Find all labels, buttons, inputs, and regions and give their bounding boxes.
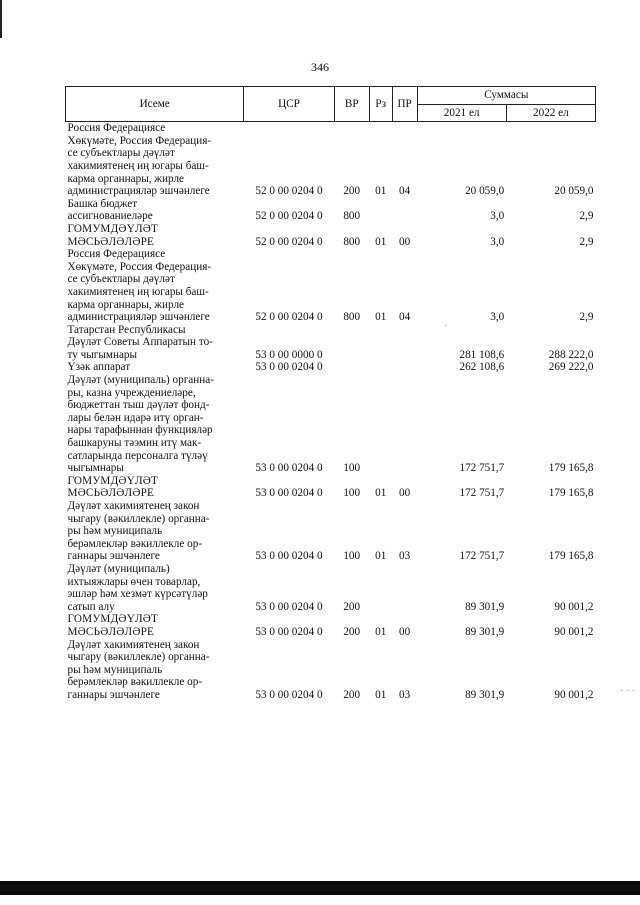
row-name-line: МӘСЬӘЛӘЛӘРЕ	[67, 487, 155, 500]
row-2022: 20 059,0	[554, 185, 594, 198]
row-pr	[392, 563, 417, 613]
row-vr: 800	[343, 311, 361, 324]
table-row	[66, 613, 596, 638]
scan-speck: ·	[444, 321, 448, 332]
row-name	[66, 324, 244, 362]
row-vr: 100	[343, 487, 361, 500]
row-name	[66, 122, 244, 198]
row-csr: 53 0 00 0204 0	[255, 361, 323, 374]
row-name	[66, 639, 244, 702]
row-2021: 89 301,9	[465, 688, 505, 701]
row-2022: 179 165,8	[548, 462, 594, 475]
row-name	[66, 198, 244, 223]
row-name-line: ры һәм муниципаль	[67, 663, 163, 676]
row-name-line: бюджеттан тыш дәүләт фонд-	[67, 399, 210, 412]
table-row	[66, 374, 596, 475]
row-vr	[334, 361, 369, 374]
table-row	[66, 248, 596, 324]
row-name-line: администрацияләр эшчәнлеге	[67, 185, 210, 198]
row-pr: 00	[399, 625, 411, 638]
table-row	[66, 122, 596, 198]
row-csr: 53 0 00 0204 0	[255, 600, 323, 613]
header-name: Исеме	[66, 87, 244, 122]
row-name	[66, 248, 244, 324]
row-2022: 288 222,0	[548, 348, 594, 361]
row-rz	[369, 324, 392, 362]
row-2022: 2,9	[579, 311, 594, 324]
table-row	[66, 475, 596, 500]
table-body	[66, 122, 596, 702]
row-name-line: карма органнары, жирле	[67, 172, 185, 185]
table-row	[66, 223, 596, 248]
row-name-line: Дәүләт (муниципаль)	[67, 562, 170, 575]
row-name	[66, 361, 244, 374]
row-csr: 53 0 00 0204 0	[255, 688, 323, 701]
row-name	[66, 613, 244, 638]
row-rz: 01	[375, 625, 387, 638]
row-rz: 01	[375, 487, 387, 500]
row-rz: 01	[375, 688, 387, 701]
row-2022: 90 001,2	[554, 625, 594, 638]
row-csr: 53 0 00 0204 0	[255, 462, 323, 475]
header-year-2022: 2022 ел	[506, 104, 595, 122]
row-rz	[369, 374, 392, 475]
row-pr	[392, 374, 417, 475]
row-rz: 01	[375, 235, 387, 248]
row-2022: 90 001,2	[554, 600, 594, 613]
header-pr: ПР	[392, 87, 417, 122]
row-pr: 03	[399, 688, 411, 701]
row-name-line: хакимиятенең иң югары баш-	[67, 159, 209, 172]
row-name-line: лары белән идарә итү орган-	[67, 411, 204, 424]
row-rz	[369, 198, 392, 223]
row-csr: 52 0 00 0204 0	[255, 235, 323, 248]
row-vr: 200	[343, 625, 361, 638]
row-csr: 52 0 00 0204 0	[255, 311, 323, 324]
row-pr: 04	[399, 311, 411, 324]
row-name-line: сатларында персоналга түләү	[67, 449, 208, 462]
table-row	[66, 324, 596, 362]
row-vr: 800	[343, 235, 361, 248]
row-vr: 800	[343, 210, 361, 223]
row-name-line: Дәүләт (муниципаль) органна-	[67, 374, 214, 387]
row-2021: 20 059,0	[465, 185, 505, 198]
row-rz: 01	[375, 185, 387, 198]
row-name-line: ганнары эшчәнлеге	[67, 550, 160, 563]
row-pr	[392, 198, 417, 223]
row-vr	[334, 324, 369, 362]
row-csr: 52 0 00 0204 0	[255, 185, 323, 198]
row-2022: 269 222,0	[548, 361, 594, 374]
row-pr: 00	[399, 487, 411, 500]
table-row	[66, 198, 596, 223]
row-2021: 3,0	[490, 235, 505, 248]
row-2021: 172 751,7	[459, 462, 505, 475]
row-2021: 172 751,7	[459, 487, 505, 500]
row-name-line: ГОМУМДӘҮЛӘТ	[67, 613, 159, 626]
row-csr: 53 0 00 0000 0	[255, 348, 323, 361]
row-name-line: чыгару (вәкиллекле) органна-	[67, 512, 210, 525]
row-pr: 03	[399, 550, 411, 563]
row-name-line: ганнары эшчәнлеге	[67, 688, 160, 701]
row-name-line: чыгымнары	[67, 462, 124, 475]
row-name-line: ихтыяжлары өчен товарлар,	[67, 575, 201, 588]
row-name-line: администрацияләр эшчәнлеге	[67, 311, 210, 324]
row-name-line: Башка бюджет	[67, 197, 138, 210]
row-rz: 01	[375, 550, 387, 563]
row-name-line: берәмлекләр вәкиллекле ор-	[67, 537, 203, 550]
row-name-line: сатып алу	[67, 600, 115, 613]
row-name-line: се субъектлары дәүләт	[67, 273, 175, 286]
row-csr: 53 0 00 0204 0	[255, 487, 323, 500]
row-name-line: ры, казна учреждениеләре,	[67, 386, 196, 399]
row-rz	[369, 361, 392, 374]
row-csr: 53 0 00 0204 0	[255, 550, 323, 563]
row-2021: 281 108,6	[459, 348, 505, 361]
row-name-line: МӘСЬӘЛӘЛӘРЕ	[67, 625, 155, 638]
row-2021: 3,0	[490, 210, 505, 223]
row-name-line: МӘСЬӘЛӘЛӘРЕ	[67, 235, 155, 248]
row-name	[66, 563, 244, 613]
row-name-line: ту чыгымнары	[67, 348, 138, 361]
scan-bottom-bar	[0, 881, 640, 895]
row-csr: 53 0 00 0204 0	[255, 625, 323, 638]
budget-table	[65, 86, 596, 702]
row-name-line: Хөкүмәте, Россия Федерация-	[67, 134, 212, 147]
row-name-line: карма органнары, жирле	[67, 298, 185, 311]
row-2022: 179 165,8	[548, 550, 594, 563]
row-name-line: Татарстан Республикасы	[67, 323, 186, 336]
header-csr: ЦСР	[244, 87, 334, 122]
row-2021: 262 108,6	[459, 361, 505, 374]
row-vr: 100	[343, 462, 361, 475]
header-vr: ВР	[334, 87, 369, 122]
row-name-line: Үзәк аппарат	[67, 361, 131, 374]
row-name-line: чыгару (вәкиллекле) органна-	[67, 651, 210, 664]
row-pr: 04	[399, 185, 411, 198]
row-2022: 2,9	[579, 235, 594, 248]
row-2022: 179 165,8	[548, 487, 594, 500]
row-name	[66, 223, 244, 248]
row-csr: 52 0 00 0204 0	[255, 210, 323, 223]
row-name-line: Россия Федерациясе	[67, 122, 166, 135]
row-name-line: эшләр һәм хезмәт күрсәтүләр	[67, 588, 208, 601]
row-name-line: Дәүләт хакимиятенең закон	[67, 500, 200, 512]
row-name-line: се субъектлары дәүләт	[67, 147, 175, 160]
header-sums: Суммасы	[417, 87, 595, 105]
header-rz: Рз	[369, 87, 392, 122]
row-2021: 172 751,7	[459, 550, 505, 563]
row-pr	[392, 324, 417, 362]
table-header	[66, 87, 596, 122]
row-2021: 3,0	[490, 311, 505, 324]
row-2022: 90 001,2	[554, 688, 594, 701]
row-name	[66, 500, 244, 563]
row-name-line: ры һәм муниципаль	[67, 525, 163, 538]
scan-edge-mark	[0, 0, 2, 38]
row-name-line: ассигнованиеләре	[67, 210, 153, 223]
row-name-line: Россия Федерациясе	[67, 248, 166, 261]
row-2022: 2,9	[579, 210, 594, 223]
table-row	[66, 500, 596, 563]
page-number: 346	[311, 60, 329, 74]
row-2021: 89 301,9	[465, 600, 505, 613]
row-name-line: ГОМУМДӘҮЛӘТ	[67, 474, 159, 487]
row-name	[66, 374, 244, 475]
row-name	[66, 475, 244, 500]
row-name-line: берәмлекләр вәкиллекле ор-	[67, 676, 203, 689]
table-row	[66, 563, 596, 613]
row-vr: 200	[343, 688, 361, 701]
row-name-line: ГОМУМДӘҮЛӘТ	[67, 222, 159, 235]
table-row	[66, 361, 596, 374]
row-name-line: хакимиятенең иң югары баш-	[67, 285, 209, 298]
row-name-line: нары тарафыннан функцияләр	[67, 424, 213, 437]
row-vr: 200	[343, 185, 361, 198]
row-2021: 89 301,9	[465, 625, 505, 638]
row-vr: 100	[343, 550, 361, 563]
table-row	[66, 639, 596, 702]
row-rz: 01	[375, 311, 387, 324]
row-name-line: Хөкүмәте, Россия Федерация-	[67, 260, 212, 273]
row-name-line: башкаруны тәэмин итү мак-	[67, 437, 202, 450]
scan-speck: · · ·	[620, 686, 635, 697]
row-rz	[369, 563, 392, 613]
row-name-line: Дәүләт Советы Аппаратын то-	[67, 336, 213, 349]
row-pr: 00	[399, 235, 411, 248]
row-name-line: Дәүләт хакимиятенең закон	[67, 638, 200, 651]
row-vr: 200	[343, 600, 361, 613]
header-year-2021: 2021 ел	[417, 104, 506, 122]
row-pr	[392, 361, 417, 374]
